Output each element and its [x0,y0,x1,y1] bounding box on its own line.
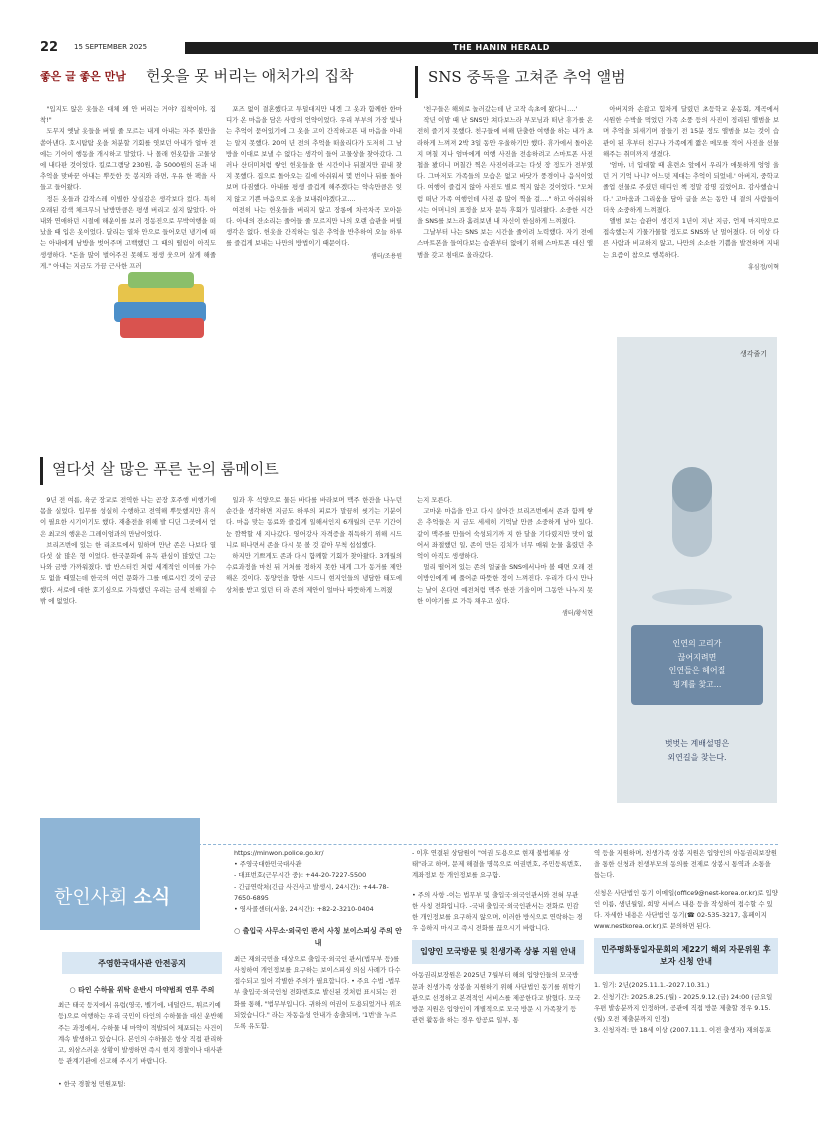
phishing-text-cont: - 이후 연결된 상담원이 "여권 도용으로 현재 불법체류 상태"라고 하며, 문제 해결을 명목으로 여권번호, 주민등록번호, 계좌정보 등 개인정보를 요구함. [412,849,582,880]
article2-p1: 작년 이맘 때 난 SNS만 쳐다보느라 부모님과 떠난 휴가를 온전히 즐기지 못했다. 친구들에 비해 단출한 여행을 하는 내가 초라하게 느껴져 2박 3일 동안 우울하기만 했다. 휴가에서 돌아온 지 며칠 지나 엄마에게 여행 사진을 전송하려고 스마트폰 사진첩을 봤더니 며칠간 찍은 사진이라고는 다섯 장 정도가 전부였다. 그마저도 가족들의 모습은 없고 바닷가 풍경이나 음식이었다. 여행이 즐겁지 않아 사진도 별로 찍지 않은 것이었다. "모처럼 떠난 가족 여행인데 사진 좀 많이 찍을 걸…." 하고 아쉬워하시는 어머니의 표정을 보자 문득 후회가 밀려왔다. 소중한 시간을 SNS를 보느라 흘려보낸 내 자신이 한심하게 느껴졌다. [417,116,593,226]
article2-p4: '엄마, 너 입대할 때 훈련소 앞에서 우리가 애틋하게 엉엉 울던 거 기억 나니? 어느덧 제대는 추억이 되었네.' 아버지, 중학교 졸업 선물로 주셨던 테디인 책 정말 감명 깊었어요. 감사했습니다.' 고마움과 그리움을 담아 글을 쓰는 동안 내 곁의 사람들이 더욱 소중하게 느껴졌다. [603,161,779,214]
ad-text2-line: 외연길을 찾는다. [667,752,727,762]
article1-signature: 샘터/조용원 [370,252,402,260]
col2-line: - 대표번호(근무시간 중): +44-20-7227-5500 [234,871,367,880]
ad-label: 생각줄기 [739,350,767,358]
article1-p4: 여전히 나는 헌옷들을 버리지 않고 장롱에 차곡차곡 모아둔다. 아내의 잔소리는 줄어들 줄 모르지만 나의 오랜 습관을 버릴 생각은 없다. 헌옷을 간직하는 일은 추억을 반추하여 오늘 하루를 즐겁게 보내는 나만의 방법이기 때문이다. [226,205,402,248]
article3-p3: 하지만 기쁘게도 존과 다시 함께할 기회가 찾아왔다. 3개월의 수료과정을 마친 뒤 거처를 정하지 못한 내게 그가 동거를 제안해온 것이다. 동양인을 향한 시드니 현지인들의 냉담한 태도에 상처를 받고 있던 터 라 존의 제안이 얼마나 따뜻하게 느껴졌 [226,552,402,594]
news-title-a: 한인사회 [54,886,128,908]
capsule-illustration [617,427,777,627]
article1-p3: 포즈 없이 결혼했다고 투덜대지만 내겐 그 옷과 함께한 한마디가 온 마음을 담은 사랑의 언약이었다. 우리 부부의 가장 빛나는 추억이 묻어있기에 그 옷을 고이 간직하고픈 내 마음을 아내는 알지 못했다. 20여 년 전의 추억을 떠올리다가 도저히 그 남방을 이대로 보낼 수 없다는 생각이 들어 고물상을 찾아갔다. 그러나 산더미처럼 쌓인 헌옷들을 한 시간이나 뒤졌지만 끝내 찾지 못했다. 집으로 돌아오는 길에 아쉬워서 몇 번이나 뒤를 돌아보며 다짐했다. 아내를 평생 즐겁게 해주겠다는 약속만큼은 잊지 않고 기쁜 마음으로 옷을 보내줘야겠다고…. [226,105,402,203]
article1-p0: "입지도 않은 옷들은 대체 왜 안 버리는 거야? 집착이야, 집착!" [40,105,216,125]
issue-date: 15 SEPTEMBER 2025 [74,43,148,51]
article2-title: SNS 중독을 고쳐준 추억 앨범 [428,68,626,86]
ad-text1 [617,637,777,691]
article2-p3: 아버지와 손잡고 힘차게 달렸던 초등학교 운동회, 계곡에서 시원한 수박을 먹었던 가족 소풍 등의 사진이 정리된 앨범을 보며 추억을 되새기며 잠들기 전 15분 정도 앨범을 보는 것이 습관이 된 후부터 친구나 가족에게 짧은 메모를 적어 사진을 선물해주는 취미까지 생겼다. [603,105,779,158]
article2-signature: 휴심정/이혁 [747,263,779,271]
article3-p6: 멀리 떨어져 있는 존의 얼굴을 SNS에서나마 볼 때면 오래 전 이방인에게 베 풀어준 따뜻한 정이 느껴진다. 우리가 다시 만나는 날이 온다면 예전처럼 맥주 한잔 기울이며 그동안 나누지 못한 이야기를 로 가득 채우고 싶다. [417,563,593,605]
thought-ad [617,337,777,803]
box-embassy-notice: 주영한국대사관 안전공지 [62,952,222,974]
sub-phishing-warning: ○ 출입국 사무소·외국인 관서 사칭 보이스피싱 주의 안내 [234,927,402,948]
phishing-text: 최근 재외국민을 대상으로 출입국·외국인 관서(법무부 등)를 사칭하여 개인정보를 요구하는 보이스피싱 의심 사례가 다수 접수되고 있어 각별한 주의가 필요합니다. • 주요 수법 -법무부 출입국·외국인청 전화번호로 발신된 것처럼 표시되는 전화를 통해, "법무부입니다. 귀하의 여권이 도용되었거나 위조되었습니다." 라는 자동음성 안내가 송출되며, '1번'을 누르도록 유도함. [234,954,402,1030]
article3-col2 [226,495,402,805]
col2-line: https://minwon.police.go.kr/ [234,849,324,857]
sub-drug-warning: ○ 타인 수하물 위탁 운반시 마약범죄 연루 주의 [69,986,215,994]
folded-clothes-illustration [108,266,218,348]
article3-signature: 샘터/황석현 [561,610,593,618]
col2-line: • 주영국대한민국대사관 [234,860,302,869]
article3-title-bar [40,457,43,485]
article3-p0: 9년 전 여름, 육군 장교로 전역한 나는 곧장 호주행 비행기에 몸을 실었다. 입무를 성실히 수행하고 전역해 뿌듯했지만 휴식이 필요한 시기이기도 했다. 재충전을 위해 발 디딘 그곳에서 얻은 최고의 행운은 그레이엄과의 만남이었다. [40,496,216,538]
council-item: 3. 신청자격: 만 18세 이상 (2007.11.1. 이전 출생자) 재외동포 [594,1026,772,1035]
article2-col2 [603,104,779,329]
article3-col3 [417,495,593,805]
box-advisory-council: 민주평화통일자문회의 제22기 해외 자문위원 후보자 신청 안내 [594,938,778,974]
article3-p4: 는지 모른다. [417,496,452,504]
news-divider [198,844,778,845]
article3-p1: 브리즈번에 있는 한 리조트에서 일하며 만난 존은 나보다 열다섯 살 많은 형 이었다. 한국문화에 유독 관심이 많았던 그는 나와 금방 가까워졌다. 밥 반스터킨 처럼 세계적인 이미를 가수도 없을 때였는데 한국의 여런 문화가 그를 매료시킨 것이 궁금했다. 서로에 대한 호기심으로 가득했던 우리는 금세 친해질 수밖 에 없었다. [40,540,216,605]
ad-text1-line: 핑계를 찾고... [672,679,722,689]
box-adoptee-support: 입양인 모국방문 및 친생가족 상봉 지원 안내 [412,940,584,964]
news-col1 [58,980,226,1130]
col2-line: - 긴급연락처(긴급 사건사고 발생시, 24시간): +44-78-7650-6895 [234,882,389,902]
page-header [40,40,778,56]
drug-warning-text: 최근 태국 등지에서 유럽(영국, 벨기에, 네덜란드, 튀르키예 등)으로 여행하는 우리 국민이 타인의 수하물을 대신 운반해 주는 과정에서, 수하물 내 마약이 적발되어 체포되는 사건이 계속 발생하고 있습니다. 본인의 수하물은 항상 직접 관리하고, 외삼스러운 상황이 발생하면 즉시 현지 경찰이나 대사관 등 관계기관에 신고해 주시기 바랍니다. [58,1001,223,1066]
council-item: 1. 임기: 2년(2025.11.1.-2027.10.31.) [594,981,710,990]
ad-text1-line: 끊어지려면 [677,652,717,662]
col2-line: • 영사콜센터(서울, 24시간): +82-2-3210-0404 [234,905,374,914]
paper-name: THE HANIN HERALD [185,42,818,54]
adoptee-support-text: 아동권리보장원은 2025년 7월부터 해외 입양인들의 모국방문과 친생가족 상봉을 지원하기 위해 사단법인 동기를 위탁기관으로 선정하고 본격적인 서비스를 제공한다고 밝혔다. 모국방문 지원은 입양인이 개별적으로 모국 방문 시 가족찾기 등 관련 활동을 하는 경우 항공료 일부, 통 [412,971,581,1025]
police-portal-label: • 한국 경찰청 민원포털: [58,1080,126,1089]
article2-title-bar [415,66,418,98]
council-item: 2. 신청기간: 2025.8.25.(월) - 2025.9.12.(금) 24:00 (금요일 우편 발송분까지 인정하며, 공관에 직접 방문 제출할 경우 9.15.(월) 오전 제출분까지 인정) [594,992,773,1024]
article3-p5: 고마운 마음을 안고 다시 살아간 브리즈번에서 존과 함께 쌓은 추억들은 지 금도 세세히 기억날 만큼 소중하게 남아 있다. 같이 맥주를 만들어 숙성되기까 지 한 달을 기다렸지만 맛이 없어서 좌절했던 일, 존이 만든 김치가 너무 매워 눈물 흘렸던 추억이 아직도 생생하다. [417,507,593,561]
article1-title: 헌옷을 못 버리는 애처가의 집착 [146,67,354,85]
article3-col1 [40,495,216,805]
phishing-caution: • 주의 사항 -이는 법무부 및 출입국·외국인관서와 전혀 무관한 사칭 전화입니다. -국내 출입국·외국인관서는 전화로 민감한 개인정보를 요구하지 않으며, 이러한 방식으로 연락하는 경우 응하지 마시고 즉시 전화를 끊으시기 바랍니다. [412,890,583,933]
ad-text2 [617,737,777,764]
news-title [54,882,170,909]
article2-p5: 앨범 보는 습관이 생긴지 1년이 지난 지금, 언제 마지막으로 접속했는지 기물가물할 정도로 SNS와 난 멀어졌다. 더 이상 다른 사람과 비교하지 않고, 나만의 소소한 기쁨을 발견하며 지내는 요즘이 참으로 행복하다. [603,217,779,259]
article1-tag: 좋은 글 좋은 만남 [40,70,126,83]
article3-title: 열다섯 살 많은 푸른 눈의 룸메이트 [52,460,279,478]
news-col4 [594,848,778,1035]
article2-p2: 그날부터 나는 SNS 보는 시간을 줄이려 노력했다. 자기 전에 스마트폰을 들여다보는 습관부터 없애기 위해 스마트폰 대신 앨범을 갖고 침대로 올라갔다. [417,228,593,259]
adoptee-apply-text: 신청은 사단법인 동기 이메일(office9@nest-korea.or.kr)로 입양인 이름, 생년월일, 희망 서비스 내용 등을 작성하여 접수할 수 있다. 자세한 내용은 사단법인 동기(☎ 02-535-3217, 홈페이지 www.nestkorea.or.kr)로 문의하면 된다. [594,888,778,931]
ad-text2-line: 벗벗는 계배설명은 [664,739,730,748]
page-number: 22 [40,40,59,55]
article1-p1: 도무지 옛날 옷들을 버릴 줄 모르는 내게 아내는 자주 불만을 쏟아낸다. 호시탐탐 옷을 처분할 기회를 엿보던 아내가 얼마 전에는 기어이 행동을 개시하고 말았다. 나 몰래 헌옷함을 고물상에 내다판 것이었다. 킬로그램당 230원, 총 5000원의 돈과 내 추억을 맞바꾼 아내는 뿌듯한 듯 봉지와 라면, 우유 한 팩을 사들고 들어왔다. [40,127,216,192]
article2-p0: '친구들은 해외로 놀러갔는데 난 고작 속초에 왔다니….' [423,105,578,113]
ad-text1-line: 인연의 고리가 [672,639,722,648]
news-header [40,818,200,930]
news-col2 [234,848,402,1030]
article3-p2: 일과 후 석양으로 물든 바다를 바라보며 맥주 한잔을 나누던 순간을 생각하면 지금도 하루의 피로가 말끔히 씻기는 기분이다. 마음 맞는 동료와 즐겁게 일해서인지 6개월의 근무 기간이 눈 깜짝할 새 지나갔다. 영어강사 자격증을 취득하기 위해 시드니로 떠나면서 존을 다시 못 볼 것 같아 무척 섭섭했다. [226,496,402,549]
article2-col1 [417,104,593,374]
article1-p2: 정든 옷들과 갑작스레 이별한 상실감은 생각보다 컸다. 특히 오래된 감색 체크무늬 남방만큼은 평생 버리고 싶지 않았다. 아내와 연애하던 시절에 해운이를 보러 정동진으로 무박여행을 떠났을 때 입은 옷이었다. 달리는 열차 안으로 들어오던 냉기에 떠는 아내에게 남방을 벗어주며 고백했던 그 때의 떨림이 아직도 생생하다. "돈을 많이 벌어주진 못해도 평생 웃으며 살게 해줄게." 아내는 지금도 가끔 근사한 프러 [40,194,216,270]
article1-col2 [226,104,402,374]
community-news [40,818,778,1089]
news-col3 [412,848,584,1025]
ad-text1-line: 인연들은 헤어질 [668,666,726,676]
news-title-b: 소식 [133,886,171,908]
adoptee-support-cont: 역 등을 지원하며, 친생가족 상봉 지원은 입양인의 아동권리보장원을 통한 신청과 친생부모의 동의를 전제로 상봉시 통역과 소통을 돕는다. [594,849,777,880]
